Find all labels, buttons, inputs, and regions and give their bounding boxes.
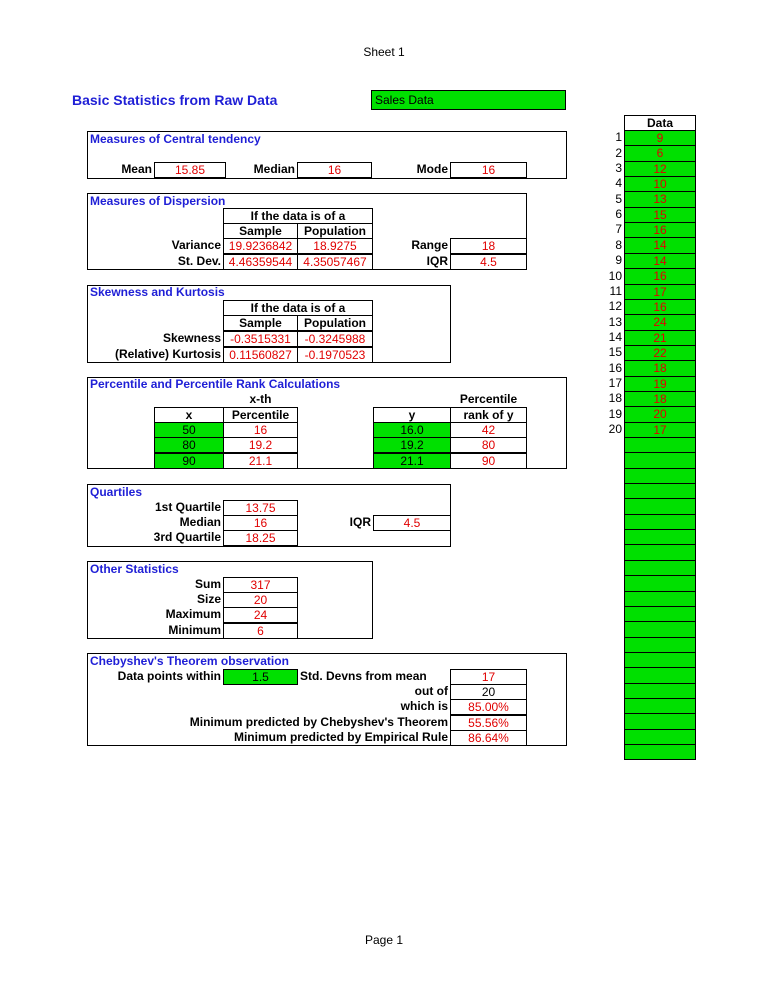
empty-data-cell[interactable]	[624, 667, 696, 684]
data-cell[interactable]: 9	[624, 130, 696, 146]
kurtosis-population[interactable]: -0.1970523	[297, 347, 373, 363]
quartile-median-label: Median	[179, 515, 221, 529]
within-label: Data points within	[117, 669, 221, 683]
sum-label: Sum	[194, 577, 221, 591]
empty-data-cell[interactable]	[624, 713, 696, 730]
variance-population[interactable]: 18.9275	[297, 238, 373, 254]
empty-data-cell[interactable]	[624, 744, 696, 760]
data-cell[interactable]: 24	[624, 314, 696, 331]
data-cell[interactable]: 10	[624, 176, 696, 192]
iqr-label: IQR	[426, 254, 448, 268]
empty-data-cell[interactable]	[624, 483, 696, 499]
percentile-rank-value[interactable]: 90	[450, 453, 527, 469]
within-pct[interactable]: 85.00%	[450, 699, 527, 715]
empty-data-cell[interactable]	[624, 514, 696, 530]
data-cell[interactable]: 22	[624, 345, 696, 361]
empty-data-cell[interactable]	[624, 544, 696, 561]
within-count[interactable]: 17	[450, 669, 527, 685]
skewness-label: Skewness	[162, 331, 221, 345]
outof-label: out of	[414, 684, 448, 698]
row-number: 9	[615, 253, 622, 267]
kurtosis-label: (Relative) Kurtosis	[114, 347, 221, 361]
data-cell[interactable]: 20	[624, 406, 696, 423]
mean-label: Mean	[121, 162, 152, 176]
row-number: 10	[608, 269, 622, 283]
percentile-value[interactable]: 16	[223, 422, 298, 438]
empty-data-cell[interactable]	[624, 560, 696, 576]
row-number: 1	[615, 130, 622, 144]
empirical-pct[interactable]: 86.64%	[450, 730, 527, 746]
dataset-label[interactable]: Sales Data	[371, 90, 566, 110]
percentile-value[interactable]: 21.1	[223, 453, 298, 469]
empty-data-cell[interactable]	[624, 729, 696, 745]
chebyshev-pct[interactable]: 55.56%	[450, 715, 527, 731]
empty-data-cell[interactable]	[624, 437, 696, 453]
data-cell[interactable]: 13	[624, 191, 696, 208]
row-number: 7	[615, 222, 622, 236]
percentile-y-input[interactable]: 19.2	[373, 437, 451, 453]
data-cell[interactable]: 16	[624, 299, 696, 315]
other-stats-title: Other Statistics	[90, 562, 179, 576]
percentile-x-input[interactable]: 80	[154, 437, 224, 453]
skewness-if-header: If the data is of a	[223, 300, 373, 316]
mode-label: Mode	[416, 162, 448, 176]
row-number: 5	[615, 192, 622, 206]
min-label: Minimum	[168, 623, 221, 637]
chebyshev-label: Minimum predicted by Chebyshev's Theorem	[189, 715, 448, 729]
skewness-population[interactable]: -0.3245988	[297, 331, 373, 347]
row-number: 8	[615, 238, 622, 252]
kurtosis-sample[interactable]: 0.11560827	[223, 347, 298, 363]
row-number: 12	[608, 299, 622, 313]
variance-sample[interactable]: 19.9236842	[223, 238, 298, 254]
rank-header-1: Percentile	[459, 392, 518, 406]
percentile-x-input[interactable]: 90	[154, 453, 224, 469]
row-number: 4	[615, 176, 622, 190]
dispersion-if-header: If the data is of a	[223, 208, 373, 224]
percentile-rank-value[interactable]: 80	[450, 437, 527, 453]
k-input[interactable]: 1.5	[223, 669, 298, 685]
stdev-label: St. Dev.	[177, 254, 221, 268]
q1-value[interactable]: 13.75	[223, 500, 298, 516]
data-cell[interactable]: 17	[624, 284, 696, 300]
stddev-label: Std. Devns from mean	[300, 669, 427, 683]
empty-data-cell[interactable]	[624, 498, 696, 515]
max-label: Maximum	[165, 607, 221, 621]
dispersion-population-header: Population	[297, 223, 373, 239]
row-number: 2	[615, 146, 622, 160]
empty-data-cell[interactable]	[624, 575, 696, 592]
percentile-header-1: x-th	[249, 392, 272, 406]
percentile-header-2: Percentile	[223, 407, 298, 423]
row-number: 19	[608, 407, 622, 421]
chebyshev-title: Chebyshev's Theorem observation	[90, 654, 289, 668]
data-column-header: Data	[624, 115, 696, 131]
row-number: 13	[608, 315, 622, 329]
data-cell[interactable]: 18	[624, 360, 696, 377]
empty-data-cell[interactable]	[624, 698, 696, 714]
page-footer: Page 1	[364, 933, 404, 947]
q3-value[interactable]: 18.25	[223, 530, 298, 546]
empirical-label: Minimum predicted by Empirical Rule	[233, 730, 448, 744]
empty-data-cell[interactable]	[624, 637, 696, 653]
data-cell[interactable]: 12	[624, 161, 696, 177]
data-cell[interactable]: 19	[624, 376, 696, 392]
sum-value[interactable]: 317	[223, 577, 298, 593]
percentile-y-input[interactable]: 16.0	[373, 422, 451, 438]
data-cell[interactable]: 16	[624, 222, 696, 238]
size-value[interactable]: 20	[223, 592, 298, 608]
y-header: y	[373, 407, 451, 423]
page-title: Basic Statistics from Raw Data	[72, 92, 278, 108]
empty-data-cell[interactable]	[624, 683, 696, 699]
empty-data-cell[interactable]	[624, 606, 696, 622]
data-cell[interactable]: 14	[624, 253, 696, 269]
row-number: 20	[608, 422, 622, 436]
percentile-value[interactable]: 19.2	[223, 437, 298, 453]
q3-label: 3rd Quartile	[153, 530, 221, 544]
percentile-title: Percentile and Percentile Rank Calculations	[90, 377, 341, 391]
data-cell[interactable]: 14	[624, 237, 696, 254]
row-number: 3	[615, 161, 622, 175]
skewness-title: Skewness and Kurtosis	[90, 285, 225, 299]
data-cell[interactable]: 18	[624, 391, 696, 407]
quartile-iqr-label: IQR	[349, 515, 371, 529]
data-cell[interactable]: 21	[624, 330, 696, 346]
median-value[interactable]: 16	[297, 162, 372, 178]
row-number: 11	[609, 284, 622, 298]
data-cell[interactable]: 17	[624, 422, 696, 438]
skewness-sample[interactable]: -0.3515331	[223, 331, 298, 347]
whichis-label: which is	[400, 699, 448, 713]
q1-label: 1st Quartile	[154, 500, 221, 514]
page-header: Sheet 1	[363, 45, 405, 59]
mean-value[interactable]: 15.85	[154, 162, 226, 178]
row-number: 6	[615, 207, 622, 221]
total-count[interactable]: 20	[450, 684, 527, 700]
min-value[interactable]: 6	[223, 623, 298, 639]
x-header: x	[154, 407, 224, 423]
empty-data-cell[interactable]	[624, 591, 696, 607]
quartile-median-value[interactable]: 16	[223, 515, 298, 531]
empty-data-cell[interactable]	[624, 468, 696, 484]
row-number: 15	[608, 345, 622, 359]
percentile-x-input[interactable]: 50	[154, 422, 224, 438]
empty-data-cell[interactable]	[624, 452, 696, 469]
variance-label: Variance	[171, 238, 221, 252]
stdev-population[interactable]: 4.35057467	[297, 254, 373, 270]
data-cell[interactable]: 15	[624, 207, 696, 223]
percentile-y-input[interactable]: 21.1	[373, 453, 451, 469]
dispersion-sample-header: Sample	[223, 223, 298, 239]
row-number: 16	[608, 361, 622, 375]
skewness-sample-header: Sample	[223, 315, 298, 331]
row-number: 14	[608, 330, 622, 344]
median-label: Median	[253, 162, 295, 176]
max-value[interactable]: 24	[223, 607, 298, 623]
skewness-population-header: Population	[297, 315, 373, 331]
percentile-rank-value[interactable]: 42	[450, 422, 527, 438]
dispersion-title: Measures of Dispersion	[90, 194, 226, 208]
row-number: 17	[608, 376, 622, 390]
data-cell[interactable]: 6	[624, 145, 696, 162]
range-value[interactable]: 18	[450, 238, 527, 254]
rank-header-2: rank of y	[450, 407, 527, 423]
data-cell[interactable]: 16	[624, 268, 696, 285]
central-tendency-title: Measures of Central tendency	[90, 132, 261, 146]
quartiles-title: Quartiles	[90, 485, 143, 499]
mode-value[interactable]: 16	[450, 162, 527, 178]
empty-data-cell[interactable]	[624, 529, 696, 545]
row-number: 18	[608, 391, 622, 405]
empty-data-cell[interactable]	[624, 652, 696, 668]
size-label: Size	[196, 592, 221, 606]
range-label: Range	[411, 238, 448, 252]
quartile-iqr-value[interactable]: 4.5	[373, 515, 451, 531]
stdev-sample[interactable]: 4.46359544	[223, 254, 298, 270]
iqr-value[interactable]: 4.5	[450, 254, 527, 270]
empty-data-cell[interactable]	[624, 621, 696, 638]
